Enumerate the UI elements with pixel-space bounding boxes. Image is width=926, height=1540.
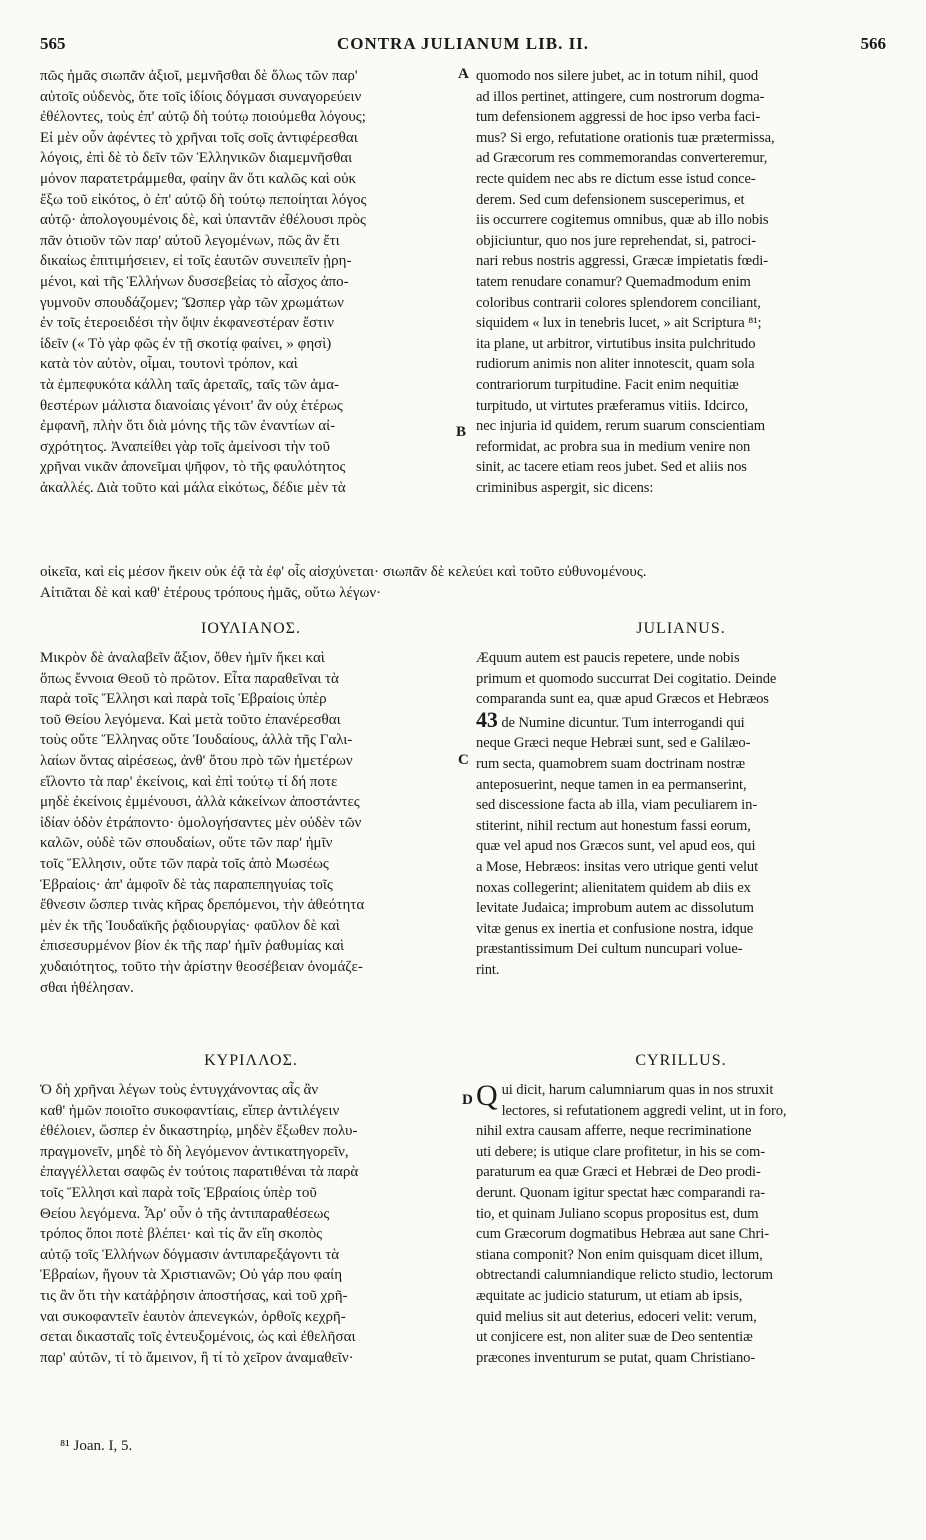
greek-text-cyril: Ὁ δὴ χρῆναι λέγων τοὺς ἐντυγχάνοντας αἷς ἂν καθ' ἡμῶν ποιοῖτο συκοφαντίαις, εἴπερ ἀντιλέγειν ἐθέλοιεν, ὥσπερ ἐν δικαστηρίῳ, μηδὲν ἔξωθεν πολυ- πραγμονεῖν, μηδὲ τὸ δὴ λεγόμενον ἀντικατηγορεῖν, ἐπαγγέλλεται σαφῶς ἐν τούτοις παρατιθέναι τὰ παρὰ τοῖς Ἕλλησι καὶ παρὰ τοῖς Ἑβραίοις ὑπὲρ τοῦ Θείου λεγόμενα. Ἆρ' οὖν ὁ τῆς ἀντιπαραθέσεως τρόπος ὅποι ποτὲ βλέπει· καὶ τίς ἂν εἴη σκοπὸς αὐτῷ τοῖς Ἑλλήνων δόγμασιν ἀντιπαρεξάγοντι τὰ Ἑβραίων, ἤγουν τὰ Χριστιανῶν; Οὐ γάρ που φαίη τις ἂν ὅτι τὴν κατάῤῥησιν ἀποστήσας, καὶ τοῦ χρῆ- ναι συκοφαντεῖν ἑαυτὸν ἀπενεγκών, ὀρθοῖς κεχρῆ- σεται δικασταῖς τοῖς ἐντευξομένοις, ὡς καὶ ἐθελῆσαι παρ' αὐτῶν, τί τὸ ἄμεινον, ἢ τί τὸ χεῖρον ἀναμαθεῖν· <box>40 1082 359 1366</box>
latin-text-intro: quomodo nos silere jubet, ac in totum nihil, quod ad illos pertinet, attingere, cum nostrorum dogma- tum defensionem aggressi de hoc ipso verba faci- mus? Si ergo, refutatione orationis tuæ prætermissa, ad Græcorum res commemorandas converteremur, recte quidem nec abs re dictum esse istud conce- derem. Sed cum defensionem susceperimus, et iis occurrere cogitemus omnibus, quæ ab illo nobis objiciuntur, quo nos jure reprehendat, si, patroci- nari rebus nostris aggressi, Græcæ impietatis fœdi- tatem renudare conamur? Quemadmodum enim coloribus contrarii colores splendorem conciliant, siquidem « lux in tenebris lucet, » ait Scriptura ⁸¹; ita plane, ut arbitror, virtutibus insita pulchritudo rudiorum animis non aliter innotescit, quam sola contrariorum turpitudine. Facit enim nequitiæ turpitudo, ut virtutes præferamus vitiis. Idcirco, nec injuria id quidem, rerum suarum conscientiam reformidat, ac probra sua in medium venire non sinit, ac tacere etiam reos jubet. Sed et aliis nos criminibus aspergit, sic dicens: <box>476 68 775 496</box>
full-width-lines <box>40 562 886 603</box>
margin-letter-d: D <box>462 1092 473 1108</box>
running-title: CONTRA JULIANUM LIB. II. <box>336 34 590 53</box>
heading-julianus: JULIANUS. <box>636 620 726 637</box>
latin-column-intro <box>476 66 886 498</box>
page-header <box>40 34 886 56</box>
greek-column-intro <box>40 66 462 498</box>
drop-cap: Q <box>476 1079 498 1112</box>
page-number-right: 566 <box>860 34 886 53</box>
heading-cyrillus: CYRILLUS. <box>635 1052 727 1069</box>
margin-letter-b: B <box>456 424 467 440</box>
page-number-left: 565 <box>40 34 66 53</box>
greek-column-julian <box>40 648 462 998</box>
latin-column-cyril <box>476 1080 886 1368</box>
latin-text-cyril: ui dicit, harum calumniarum quas in nos struxit lectores, si refutationem aggredi velint, ut in foro, nihil extra causam afferre, neque recriminatione uti debere; is utique clare profitetur, in his se com- paraturum ea quæ Græci et Hebræi de Deo prodi- derunt. Quonam igitur spectat hæc comparandi ra- tio, et quinam Juliano scopus propositus est, dum cum Græcorum dogmatibus Hebræa aut sane Chri- stiana componit? Non enim quisquam dicet illum, obtrectandi calumniandique relicto studio, lectorum æquitate ac judicio staturum, ut etiam ab ipsis, quid melius sit aut deterius, edoceri velit: verum, ut conjicere est, non aliter suæ de Deo sententiæ præcones inventurum se putat, quam Christiano- <box>476 1082 787 1366</box>
heading-kyrillos: ΚΥΡΙΛΛΟΣ. <box>204 1052 298 1069</box>
greek-text-intro: πῶς ἡμᾶς σιωπᾶν ἀξιοῖ, μεμνῆσθαι δὲ ὅλως τῶν παρ' αὐτοῖς οὐδενὸς, ὅτε τοῖς ἰδίοις δόγμασι συναγορεύειν ἐθέλοντες, τοὺς ἐπ' αὐτῷ δὴ τούτῳ ποιούμεθα λόγους; Εἰ μὲν οὖν ἀφέντες τὸ χρῆναι τοῖς σοῖς ἀντιφέρεσθαι λόγοις, ἐπὶ δὲ τὸ δεῖν τῶν Ἑλληνικῶν διαμεμνῆσθαι μόνον παρατετράμμεθα, φαίην ἂν ὅτι καλῶς καὶ οὐκ ἔξω τοῦ εἰκότος, ὁ ἐπ' αὐτῷ δὴ τούτῳ πεποίηται λόγος αὐτῷ· ἀπολογουμένοις δὲ, καὶ ὑπαντᾶν ἐθέλουσι πρὸς πᾶν ὁτιοῦν τῶν παρ' αὐτοῦ λεγομένων, πῶς ἂν ἔτι δικαίως ἐπιτιμήσειεν, εἰ τοῖς ἑαυτῶν συνειπεῖν ᾑρη- μένοι, καὶ τῆς Ἑλλήνων δυσσεβείας τὸ αἶσχος ἀπο- γυμνοῦν σπουδάζομεν; Ὥσπερ γὰρ τῶν χρωμάτων ἐν τοῖς ἑτεροειδέσι τὴν ὄψιν ἐκφανεστέραν ἔστιν ἰδεῖν (« Τὸ γὰρ φῶς ἐν τῇ σκοτίᾳ φαίνει, » φησὶ) κατὰ τὸν αὐτὸν, οἶμαι, τουτονὶ τρόπον, καὶ τὰ ἐμπεφυκότα κάλλη ταῖς ἀρεταῖς, ταῖς τῶν ἀμα- θεστέρων μάλιστα διανοίαις γένοιτ' ἂν οὐχ ἑτέρως ἐμφανῆ, πλὴν ὅτι διὰ μόνης τῆς τῶν ἐναντίων αἰ- σχρότητος. Ἀναπείθει γὰρ τοῖς ἀμείνοσι τὴν τοῦ χρῆναι νικᾶν ἀπονεῖμαι ψῆφον, τὸ τῆς φαυλότητος ἀκαλλές. Διὰ τοῦτο καὶ μάλα εἰκότως, δέδιε μὲν τὰ <box>40 68 367 496</box>
heading-ioulianos: ΙΟΥΛΙΑΝΟΣ. <box>201 620 301 637</box>
latin-text-julian-a: Æquum autem est paucis repetere, unde nobis primum et quomodo succurrat Dei cogitatio. Deinde comparanda sunt ea, quæ apud Græcos et Hebræos <box>476 650 777 708</box>
latin-line-with-number <box>476 706 886 734</box>
greek-text-julian: Μικρὸν δὲ ἀναλαβεῖν ἄξιον, ὅθεν ἡμῖν ἥκει καὶ ὅπως ἔννοια Θεοῦ τὸ πρῶτον. Εἶτα παραθεῖναι τὰ παρὰ τοῖς Ἕλλησι καὶ παρὰ τοῖς Ἑβραίοις ὑπὲρ τοῦ Θείου λεγόμενα. Καὶ μετὰ τοῦτο ἐπανέρεσθαι τοὺς οὔτε Ἕλληνας οὔτε Ἰουδαίους, ἀλλὰ τῆς Γαλι- λαίων ὄντας αἱρέσεως, ἀνθ' ὅτου πρὸ τῶν ἡμετέρων εἵλοντο τὰ παρ' ἐκείνοις, καὶ ἐπὶ τούτῳ τί δή ποτε μηδὲ ἐκείνοις ἐμμένουσι, ἀλλὰ κἀκείνων ἀποστάντες ἰδίαν ὁδὸν ἐτράποντο· ὁμολογήσαντες μὲν οὐδὲν τῶν καλῶν, οὐδὲ τῶν σπουδαίων, οὔτε τῶν παρ' ἡμῖν τοῖς Ἕλλησιν, οὔτε τῶν παρὰ τοῖς ἀπὸ Μωσέως Ἑβραίοις· ἀπ' ἀμφοῖν δὲ τὰς παραπεπηγυίας τοῖς ἔθνεσιν ὥσπερ τινὰς κῆρας δρεπόμενοι, τὴν ἀθεότητα μὲν ἐκ τῆς Ἰουδαϊκῆς ῥᾳδιουργίας· φαῦλον δὲ καὶ ἐπισεσυρμένον βίον ἐκ τῆς παρ' ἡμῖν ῥαθυμίας καὶ χυδαιότητος, τοῦτο τὴν ἀρίστην θεοσέβειαν ὀνομάζε- σθαι ἠθέλησαν. <box>40 650 365 996</box>
latin-column-julian <box>476 648 886 981</box>
footnote: ⁸¹ Joan. I, 5. <box>60 1438 133 1454</box>
greek-column-cyril <box>40 1080 462 1368</box>
margin-letter-a: A <box>458 66 469 82</box>
greek-full-lines: οἰκεῖα, καὶ εἰς μέσον ἥκειν οὐκ ἐᾷ τὰ ἐφ' οἷς αἰσχύνεται· σιωπᾶν δὲ κελεύει καὶ τοῦτο εὐθυνομένους. Αἰτιᾶται δὲ καὶ καθ' ἑτέρους τρόπους ἡμᾶς, οὕτω λέγων· <box>40 564 647 601</box>
latin-number-line-text: de Numine dicuntur. Tum interrogandi qui <box>497 714 745 731</box>
column-number: 43 <box>476 706 498 732</box>
latin-text-julian-b: neque Græci neque Hebræi sunt, sed e Galilæo- rum secta, quamobrem suam doctrinam nostræ anteposuerint, neque tamen in ea permanserint, sed discessione facta ab illa, viam peculiarem in- stiterint, nihil rectum aut honestum fassi eorum, quæ vel apud nos Græcos sunt, vel apud eos, qui a Mose, Hebræos: insitas vero utrique genti velut noxas collegerint; alienitatem quidem ab diis ex levitate Judaica; improbum autem ac dissolutum vitæ genus ex inertia et confusione nostra, idque præstantissimum Dei cultum nuncupari volue- rint. <box>476 735 759 978</box>
margin-letter-c: C <box>458 752 469 768</box>
